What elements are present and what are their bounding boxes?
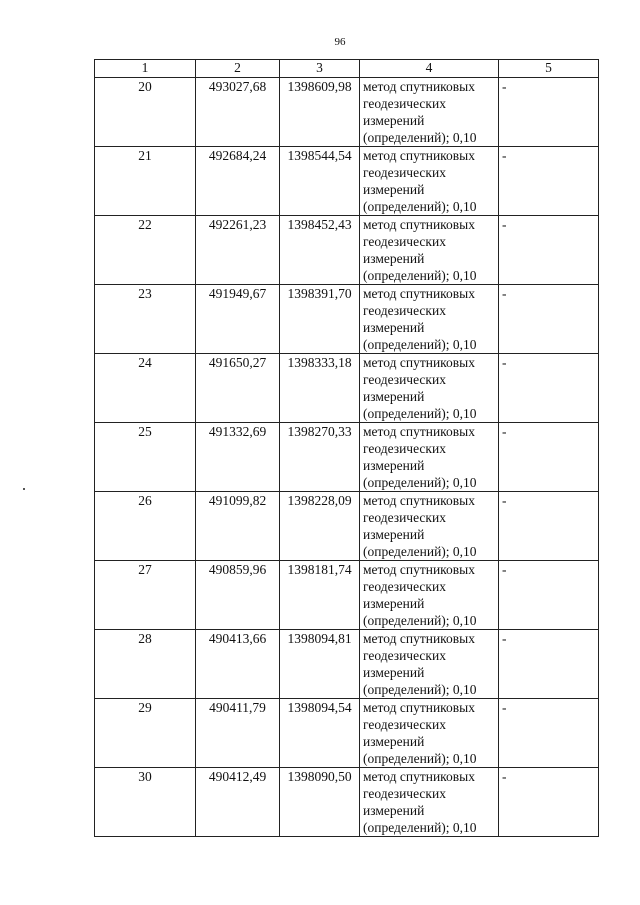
point-number: 24 — [95, 354, 196, 423]
table-row — [95, 492, 599, 561]
table-body — [95, 78, 599, 837]
x-coordinate: 491650,27 — [196, 354, 280, 423]
precision-value: - — [499, 285, 599, 354]
y-coordinate: 1398270,33 — [280, 423, 360, 492]
method-description: метод спутниковых геодезических измерений (определений); 0,10 — [360, 147, 499, 216]
method-description: метод спутниковых геодезических измерений (определений); 0,10 — [360, 630, 499, 699]
method-description: метод спутниковых геодезических измерений (определений); 0,10 — [360, 561, 499, 630]
precision-value: - — [499, 630, 599, 699]
precision-value: - — [499, 423, 599, 492]
y-coordinate: 1398544,54 — [280, 147, 360, 216]
method-description: метод спутниковых геодезических измерений (определений); 0,10 — [360, 354, 499, 423]
precision-value: - — [499, 147, 599, 216]
y-coordinate: 1398090,50 — [280, 768, 360, 837]
table-row — [95, 768, 599, 837]
column-header: 5 — [499, 60, 599, 78]
table-header-row — [95, 60, 599, 78]
point-number: 26 — [95, 492, 196, 561]
column-header: 2 — [196, 60, 280, 78]
x-coordinate: 491332,69 — [196, 423, 280, 492]
y-coordinate: 1398094,54 — [280, 699, 360, 768]
table-row — [95, 423, 599, 492]
y-coordinate: 1398181,74 — [280, 561, 360, 630]
y-coordinate: 1398228,09 — [280, 492, 360, 561]
x-coordinate: 491949,67 — [196, 285, 280, 354]
y-coordinate: 1398391,70 — [280, 285, 360, 354]
x-coordinate: 492684,24 — [196, 147, 280, 216]
point-number: 27 — [95, 561, 196, 630]
method-description: метод спутниковых геодезических измерений (определений); 0,10 — [360, 492, 499, 561]
precision-value: - — [499, 216, 599, 285]
table-row — [95, 216, 599, 285]
method-description: метод спутниковых геодезических измерений (определений); 0,10 — [360, 78, 499, 147]
x-coordinate: 493027,68 — [196, 78, 280, 147]
x-coordinate: 490413,66 — [196, 630, 280, 699]
scan-speck — [23, 488, 25, 490]
x-coordinate: 490859,96 — [196, 561, 280, 630]
point-number: 29 — [95, 699, 196, 768]
y-coordinate: 1398333,18 — [280, 354, 360, 423]
column-header: 3 — [280, 60, 360, 78]
x-coordinate: 491099,82 — [196, 492, 280, 561]
method-description: метод спутниковых геодезических измерений (определений); 0,10 — [360, 699, 499, 768]
point-number: 22 — [95, 216, 196, 285]
y-coordinate: 1398094,81 — [280, 630, 360, 699]
y-coordinate: 1398609,98 — [280, 78, 360, 147]
method-description: метод спутниковых геодезических измерений (определений); 0,10 — [360, 423, 499, 492]
point-number: 21 — [95, 147, 196, 216]
table-row — [95, 78, 599, 147]
precision-value: - — [499, 354, 599, 423]
table-row — [95, 699, 599, 768]
point-number: 25 — [95, 423, 196, 492]
x-coordinate: 492261,23 — [196, 216, 280, 285]
table-row — [95, 147, 599, 216]
precision-value: - — [499, 699, 599, 768]
table-row — [95, 285, 599, 354]
method-description: метод спутниковых геодезических измерений (определений); 0,10 — [360, 285, 499, 354]
precision-value: - — [499, 768, 599, 837]
point-number: 20 — [95, 78, 196, 147]
method-description: метод спутниковых геодезических измерений (определений); 0,10 — [360, 768, 499, 837]
coordinates-table — [94, 59, 599, 837]
column-header: 1 — [95, 60, 196, 78]
point-number: 30 — [95, 768, 196, 837]
x-coordinate: 490411,79 — [196, 699, 280, 768]
page-number: 96 — [334, 36, 346, 48]
table-row — [95, 630, 599, 699]
table-row — [95, 354, 599, 423]
x-coordinate: 490412,49 — [196, 768, 280, 837]
method-description: метод спутниковых геодезических измерений (определений); 0,10 — [360, 216, 499, 285]
y-coordinate: 1398452,43 — [280, 216, 360, 285]
precision-value: - — [499, 492, 599, 561]
table-row — [95, 561, 599, 630]
cut-off-text-line — [120, 893, 540, 905]
point-number: 23 — [95, 285, 196, 354]
column-header: 4 — [360, 60, 499, 78]
precision-value: - — [499, 561, 599, 630]
precision-value: - — [499, 78, 599, 147]
point-number: 28 — [95, 630, 196, 699]
